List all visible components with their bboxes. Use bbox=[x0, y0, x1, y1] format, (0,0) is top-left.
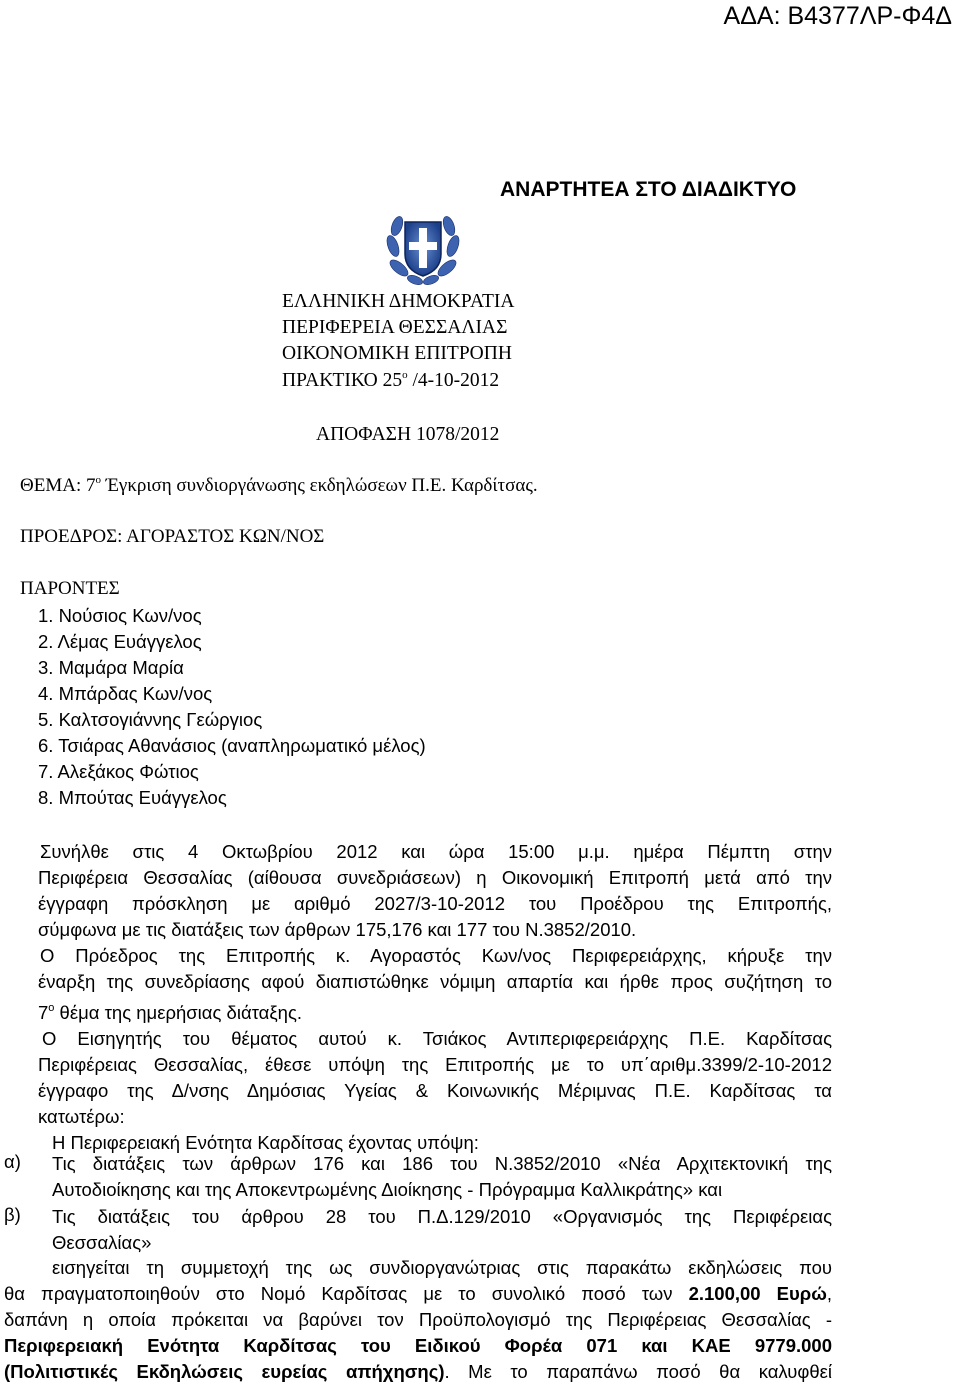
header-country: ΕΛΛΗΝΙΚΗ ΔΗΜΟΚΡΑΤΙΑ bbox=[282, 291, 515, 312]
list-item: 1. Νούσιος Κων/νος bbox=[38, 605, 202, 626]
list-item: 7. Αλεξάκος Φώτιος bbox=[38, 761, 199, 782]
header-region: ΠΕΡΙΦΕΡΕΙΑ ΘΕΣΣΑΛΙΑΣ bbox=[282, 317, 508, 338]
minutes-sup: ο bbox=[402, 369, 408, 381]
paragraph-line: Τις διατάξεις του άρθρου 28 του Π.Δ.129/2010 «Οργανισμός της Περιφέρειας bbox=[52, 1206, 832, 1227]
paragraph-line: Περιφέρειας Θεσσαλίας, έθεσε υπόψη της Επιτροπής με το υπ΄αριθμ.3399/2-10-2012 bbox=[38, 1054, 832, 1075]
item-a-label: α) bbox=[4, 1151, 21, 1172]
paragraph-line: Η Περιφερειακή Ενότητα Καρδίτσας έχοντας υπόψη: bbox=[52, 1132, 479, 1153]
body-text bbox=[38, 839, 832, 1156]
subject-sup: ο bbox=[95, 474, 101, 486]
subject-line bbox=[20, 474, 538, 497]
paragraph-line: έγγραφο της Δ/νσης Δημόσιας Υγείας & Κοινωνικής Μέριμνας Π.Ε. Καρδίτσας τα bbox=[38, 1080, 832, 1101]
item-b-label: β) bbox=[4, 1204, 21, 1225]
minutes-prefix: ΠΡΑΚΤΙΚΟ 25 bbox=[282, 370, 403, 391]
paragraph-line: Συνήλθε στις 4 Οκτωβρίου 2012 και ώρα 15:00 μ.μ. ημέρα Πέμπτη στην bbox=[40, 841, 832, 862]
paragraph-line bbox=[4, 1281, 832, 1307]
text-span: , bbox=[826, 1283, 832, 1304]
paragraph-line: σύμφωνα με τις διατάξεις των άρθρων 175,176 και 177 του Ν.3852/2010. bbox=[38, 919, 637, 940]
text-span: θα πραγματοποιηθούν στο Νομό Καρδίτσας με το συνολικό ποσό των bbox=[4, 1283, 689, 1304]
header-committee: ΟΙΚΟΝΟΜΙΚΗ ΕΠΙΤΡΟΠΗ bbox=[282, 343, 512, 364]
paragraph-line: Τις διατάξεις των άρθρων 176 και 186 του Ν.3852/2010 «Νέα Αρχιτεκτονική της bbox=[52, 1153, 832, 1174]
present-title: ΠΑΡΟΝΤΕΣ bbox=[20, 578, 120, 599]
paragraph-line: δαπάνη η οποία πρόκειται να βαρύνει τον Προϋπολογισμό της Περιφέρειας Θεσσαλίας - bbox=[4, 1309, 832, 1330]
subject-label: ΘΕΜΑ: 7 bbox=[20, 475, 96, 496]
paragraph-line: Περιφερειακή Ενότητα Καρδίτσας του Ειδικού Φορέα 071 και ΚΑΕ 9779.000 bbox=[4, 1335, 832, 1356]
list-item: 8. Μπούτας Ευάγγελος bbox=[38, 787, 227, 808]
item-a bbox=[52, 1151, 832, 1203]
list-item: 6. Τσιάρας Αθανάσιος (αναπληρωματικό μέλος) bbox=[38, 735, 426, 756]
paragraph-line: κατωτέρω: bbox=[38, 1106, 125, 1127]
text-span: . Με το παραπάνω ποσό θα καλυφθεί bbox=[444, 1361, 832, 1382]
list-item: 4. Μπάρδας Κων/νος bbox=[38, 683, 213, 704]
paragraph-line: έγγραφη πρόσκληση με αριθμό 2027/3-10-2012 του Προέδρου της Επιτροπής, bbox=[38, 893, 832, 914]
item-number: 7 bbox=[38, 1002, 49, 1023]
item-b bbox=[52, 1204, 832, 1256]
list-item: 5. Καλτσογιάννης Γεώργιος bbox=[38, 709, 263, 730]
paragraph-line: έναρξη της συνεδρίασης αφού διαπιστώθηκε νόμιμη απαρτία και ήρθε προς συζήτηση το bbox=[38, 971, 832, 992]
item-text: θέμα της ημερήσιας διάταξης. bbox=[54, 1002, 303, 1023]
header-minutes bbox=[282, 369, 499, 392]
paragraph-line: εισηγείται τη συμμετοχή της ως συνδιοργανώτριας στις παρακάτω εκδηλώσεις που bbox=[52, 1257, 832, 1278]
chairman: ΠΡΟΕΔΡΟΣ: ΑΓΟΡΑΣΤΟΣ ΚΩΝ/ΝΟΣ bbox=[20, 526, 325, 547]
list-item: 3. Μαμάρα Μαρία bbox=[38, 657, 184, 678]
paragraph-line bbox=[38, 995, 832, 1026]
minutes-suffix: /4-10-2012 bbox=[407, 370, 500, 391]
subject-text: Έγκριση συνδιοργάνωσης εκδηλώσεων Π.Ε. Καρδίτσας. bbox=[100, 475, 538, 496]
greek-coat-of-arms-icon bbox=[383, 208, 463, 288]
present-list bbox=[38, 603, 426, 811]
amount: 2.100,00 Ευρώ bbox=[688, 1283, 827, 1304]
final-paragraph bbox=[4, 1255, 832, 1385]
publish-note: ΑΝΑΡΤΗΤΕΑ ΣΤΟ ΔΙΑΔΙΚΤΥΟ bbox=[500, 178, 797, 201]
paragraph-line: Περιφέρεια Θεσσαλίας (αίθουσα συνεδριάσεων) η Οικονομική Επιτροπή μετά από την bbox=[38, 867, 832, 888]
paragraph-line: Ο Εισηγητής του θέματος αυτού κ. Τσιάκος Αντιπεριφερειάρχης Π.Ε. Καρδίτσας bbox=[42, 1028, 832, 1049]
decision-number: ΑΠΟΦΑΣΗ 1078/2012 bbox=[316, 424, 500, 445]
paragraph-line bbox=[4, 1359, 832, 1385]
list-item: 2. Λέμας Ευάγγελος bbox=[38, 631, 202, 652]
paragraph-line: Αυτοδιοίκησης και της Αποκεντρωμένης Διοίκησης - Πρόγραμμα Καλλικράτης» και bbox=[52, 1179, 723, 1200]
bold-text: (Πολιτιστικές Εκδηλώσεις ευρείας απήχησης) bbox=[4, 1361, 445, 1382]
ada-code: ΑΔΑ: Β4377ΛΡ-Φ4Δ bbox=[723, 2, 952, 30]
paragraph-line: Ο Πρόεδρος της Επιτροπής κ. Αγοραστός Κων/νος Περιφερειάρχης, κήρυξε την bbox=[40, 945, 832, 966]
item-sup: ο bbox=[48, 1002, 55, 1014]
paragraph-line: Θεσσαλίας» bbox=[52, 1232, 152, 1253]
